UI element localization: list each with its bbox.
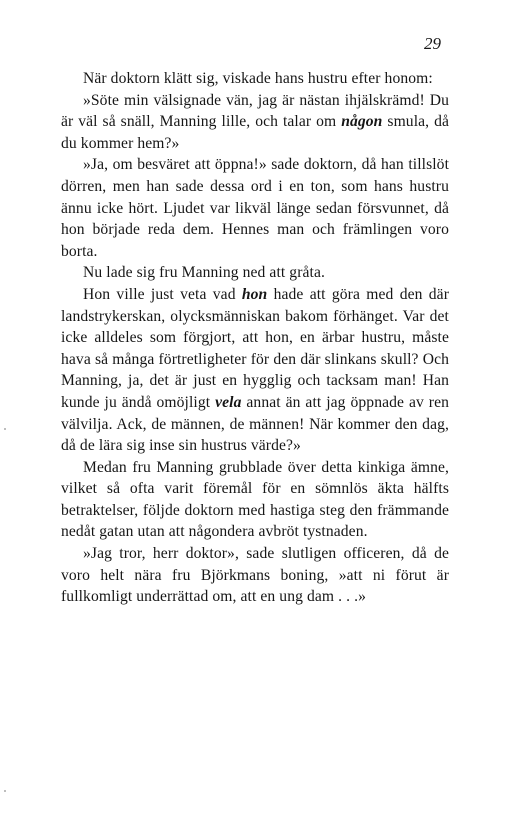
paragraph bbox=[61, 543, 449, 608]
paragraph-text: Hon ville just veta vad bbox=[83, 285, 242, 303]
paragraph bbox=[61, 90, 449, 155]
paragraph-text: annat än att jag öppnade av ren välvilja. Ack, de männen, de männen! När kommer den dag, då de lära sig inse sin hustrus värde?» bbox=[61, 393, 449, 455]
scan-speck bbox=[4, 428, 6, 430]
body-text bbox=[61, 68, 449, 608]
emphasized-word: vela bbox=[215, 393, 242, 411]
paragraph-text: smula, då du kommer hem?» bbox=[61, 113, 450, 152]
paragraph-text: Nu lade sig fru Manning ned att gråta. bbox=[83, 264, 325, 282]
paragraph-text: När doktorn klätt sig, viskade hans hustru efter honom: bbox=[83, 70, 433, 87]
paragraph bbox=[61, 284, 449, 457]
scan-speck bbox=[4, 790, 6, 792]
paragraph bbox=[61, 262, 449, 284]
paragraph bbox=[61, 68, 449, 90]
paragraph-text: »Söte min välsignade vän, jag är nästan ihjälskrämd! Du är väl så snäll, Manning lille, och talar om bbox=[61, 91, 449, 131]
paragraph-text: Medan fru Manning grubblade över detta kinkiga ämne, vilket så ofta varit föremål för en sömnlös äkta hälfts betraktelser, följde doktorn med hastiga steg den främmande nedåt gatan utan att någondera avbröt tystnaden. bbox=[61, 458, 449, 541]
paragraph-text: hade att göra med den där landstrykerskan, olycksmänniskan bakom förhänget. Var det icke alldeles som förgjort, att hon, en ärbar hustru, måste hava så många förtretligheter för den där slinkans skull? Och Manning, ja, det är just en hygglig och tacksam man! Han kunde ju ändå omöjligt bbox=[61, 285, 449, 411]
emphasized-word: någon bbox=[341, 113, 383, 131]
paragraph bbox=[61, 154, 449, 262]
paragraph-text: »Ja, om besväret att öppna!» sade doktorn, då han tillslöt dörren, men han sade dessa ord i en ton, som hans hustru ännu icke hört. Ljudet var likväl länge sedan försvunnet, då hon började reda dem. Hennes man och främlingen voro borta. bbox=[61, 156, 449, 260]
paragraph bbox=[61, 457, 449, 543]
emphasized-word: hon bbox=[241, 285, 268, 303]
paragraph-text: »Jag tror, herr doktor», sade slutligen officeren, då de voro helt nära fru Björkmans boning, »att ni förut är fullkomligt underrättad om, att en ung dam . . .» bbox=[61, 545, 449, 606]
page-number: 29 bbox=[424, 34, 441, 53]
